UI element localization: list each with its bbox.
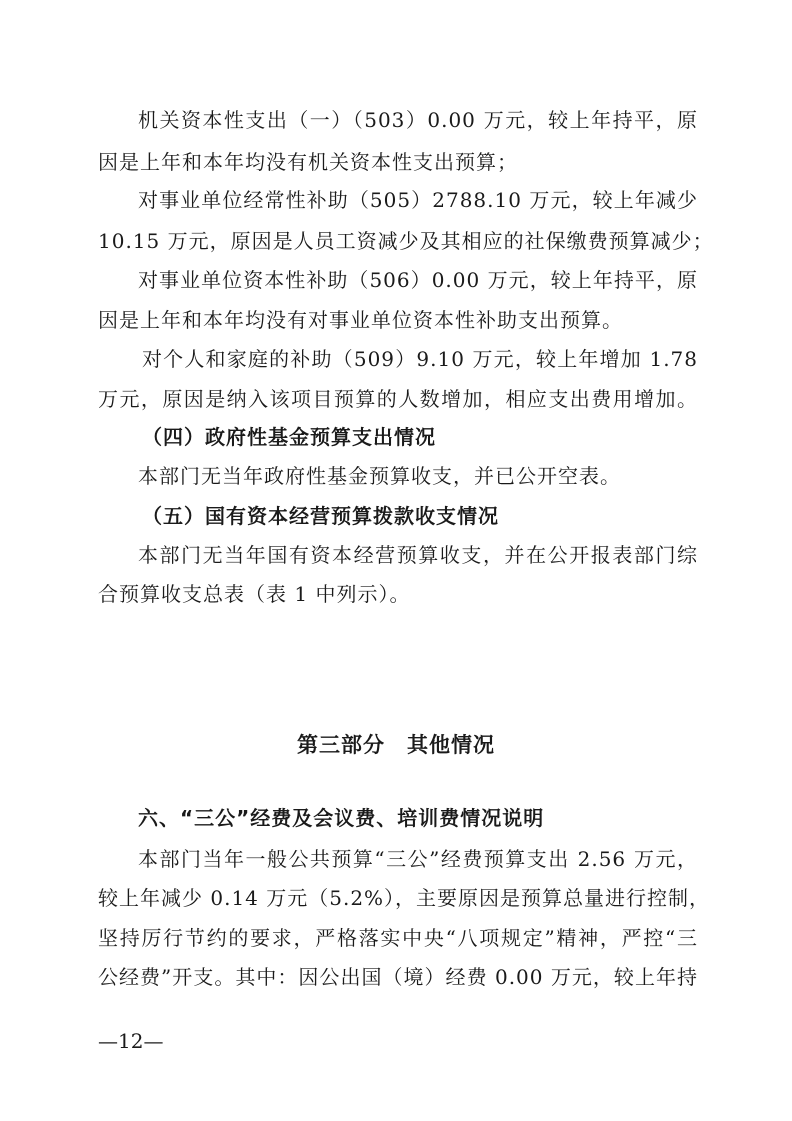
paragraph-line: 对事业单位经常性补助（505）2788.10 万元，较上年减少	[138, 188, 698, 212]
section-title: 第三部分 其他情况	[297, 733, 495, 757]
paragraph-line: 本部门无当年政府性基金预算收支，并已公开空表。	[138, 464, 621, 488]
section-heading-three-public: 六、“三公”经费及会议费、培训费情况说明	[138, 806, 545, 830]
paragraph-line: 因是上年和本年均没有对事业单位资本性补助支出预算。	[98, 308, 623, 332]
paragraph-line: 10.15 万元，原因是人员工资减少及其相应的社保缴费预算减少；	[98, 229, 714, 253]
paragraph-line: 机关资本性支出（一）（503）0.00 万元，较上年持平，原	[138, 108, 698, 132]
paragraph-line: 万元，原因是纳入该项目预算的人数增加，相应支出费用增加。	[98, 387, 698, 411]
paragraph-line: 坚持厉行节约的要求，严格落实中央“八项规定”精神，严控“三	[98, 926, 698, 950]
paragraph-line: 公经费”开支。其中：因公出国（境）经费 0.00 万元，较上年持	[98, 965, 698, 989]
paragraph-line: 合预算收支总表（表 1 中列示）。	[98, 582, 411, 606]
paragraph-line: 本部门当年一般公共预算“三公”经费预算支出 2.56 万元，	[138, 847, 698, 871]
paragraph-line: 因是上年和本年均没有机关资本性支出预算；	[98, 150, 518, 174]
paragraph-line: 对个人和家庭的补助（509）9.10 万元，较上年增加 1.78	[142, 347, 698, 371]
paragraph-line: 对事业单位资本性补助（506）0.00 万元，较上年持平，原	[138, 268, 698, 292]
page-number: —12—	[98, 1029, 164, 1053]
paragraph-line: 较上年减少 0.14 万元（5.2%），主要原因是预算总量进行控制，	[98, 886, 711, 910]
subheading-government-funds: （四）政府性基金预算支出情况	[142, 425, 436, 449]
paragraph-line: 本部门无当年国有资本经营预算收支，并在公开报表部门综	[138, 543, 698, 567]
subheading-state-capital: （五）国有资本经营预算拨款收支情况	[142, 504, 499, 528]
